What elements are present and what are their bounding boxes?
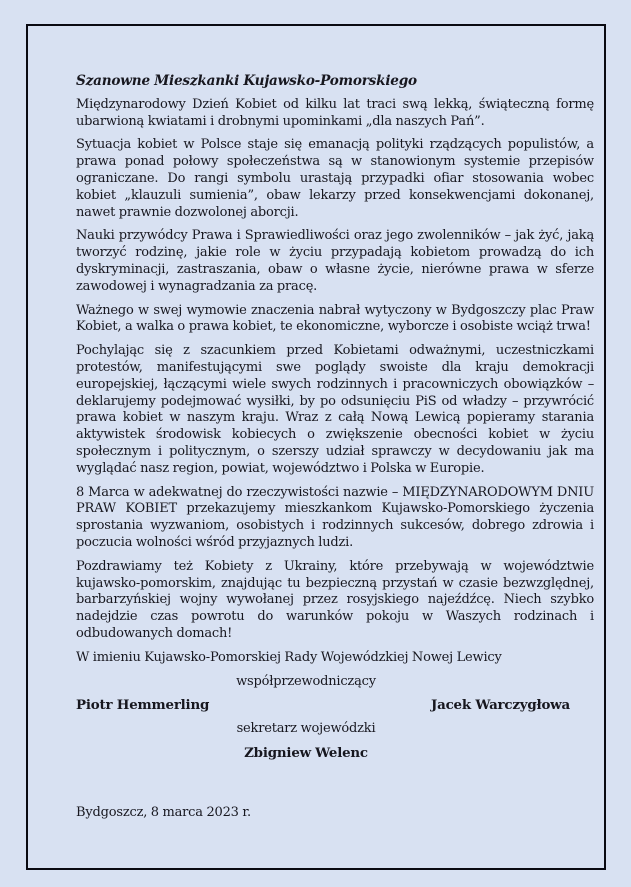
co-chair-names-row [76,697,594,714]
dateline: Bydgoszcz, 8 marca 2023 r. [76,804,251,820]
body-paragraph: Ważnego w swej wymowie znaczenia nabrał wytyczony w Bydgoszczy plac Praw Kobiet, a walka o prawa kobiet, te ekonomiczne, wyborcze i osobiste wciąż trwa! [76,302,594,335]
body-paragraph: Pozdrawiamy też Kobiety z Ukrainy, które przebywają w województwie kujawsko-pomorskim, znajdując tu bezpieczną przystań w czasie bezwzględnej, barbarzyńskiej wojny wywołanej przez rosyjskiego najeźdźcę. Niech szybko nadejdzie czas powrotu do warunków pokoju w Waszych rodzinach i odbudowanych domach! [76,558,594,641]
co-chair-role-label: współprzewodniczący [236,673,376,689]
secretary-role-label: sekretarz wojewódzki [236,721,376,737]
body-paragraph: Pochylając się z szacunkiem przed Kobietami odważnymi, uczestniczkami protestów, manifestującymi swe poglądy swoiste dla kraju demokracji europejskiej, łączącymi wiele swych rodzinnych i pracowniczych obowiązków – deklarujemy podejmować wysiłki, by po odsunięciu PiS od władzy – przywrócić prawa kobiet w naszym kraju. Wraz z całą Nową Lewicą popieramy starania aktywistek środowisk kobiecych o zwiększenie obecności kobiet w życiu społecznym i politycznym, o szerszy udział sprawczy w decydowaniu jak ma wyglądać nasz region, powiat, województwo i Polska w Europie. [76,343,594,476]
salutation: Szanowne Mieszkanki Kujawsko-Pomorskiego [76,73,417,89]
body-paragraph: 8 Marca w adekwatnej do rzeczywistości nazwie – MIĘDZYNARODOWYM DNIU PRAW KOBIET przekazujemy mieszkankom Kujawsko-Pomorskiego życzenia sprostania wyzwaniom, osobistych i rodzinnych sukcesów, dobrego zdrowia i poczucia wolności wśród przyjaznych ludzi. [76,484,594,550]
closing-line: W imieniu Kujawsko-Pomorskiej Rady Wojewódzkiej Nowej Lewicy [76,649,502,665]
body-paragraph: Sytuacja kobiet w Polsce staje się emanacją polityki rządzących populistów, a prawa ponad połowy społeczeństwa są w stanowionym systemie przepisów ograniczane. Do rangi symbolu urastają przypadki ofiar stosowania wobec kobiet „klauzuli sumienia”, obaw lekarzy przed konsekwencjami dokonanej, nawet prawnie dozwolonej aborcji. [76,137,594,220]
signature-zbigniew-welenc: Zbigniew Welenc [244,744,368,761]
signature-jacek-warczyglowa: Jacek Warczygłowa [430,697,570,714]
body-paragraph: Międzynarodowy Dzień Kobiet od kilku lat traci swą lekką, świąteczną formę ubarwioną kwiatami i drobnymi upominkami „dla naszych Pań”. [76,96,594,129]
signature-piotr-hemmerling: Piotr Hemmerling [76,697,210,714]
body-paragraph: Nauki przywódcy Prawa i Sprawiedliwości oraz jego zwolenników – jak żyć, jaką tworzyć rodzinę, jakie role w życiu przypadają kobietom prowadzą do ich dyskryminacji, zastraszania, obaw o własne życie, nierówne prawa w sferze zawodowej i wynagradzania za pracę. [76,228,594,294]
letter-page [26,24,606,870]
